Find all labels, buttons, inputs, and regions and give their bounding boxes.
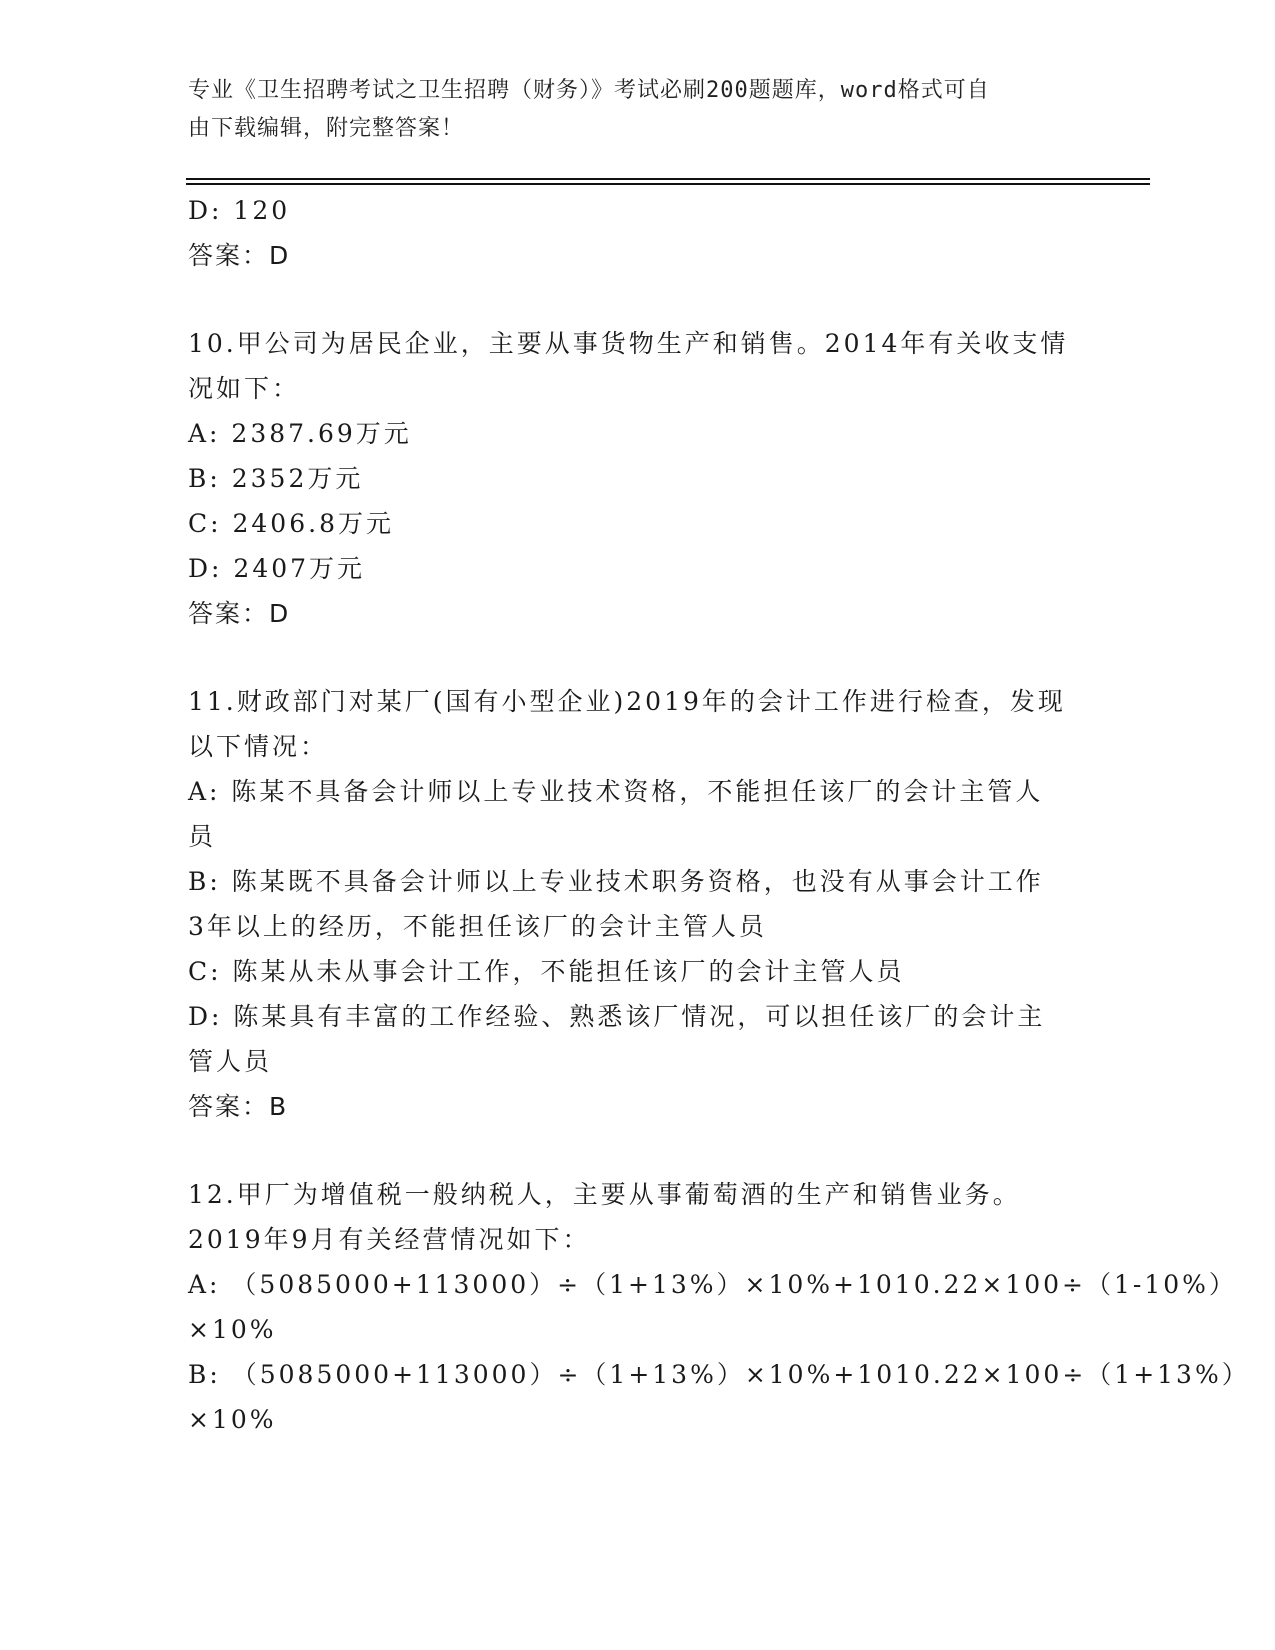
page-header xyxy=(188,72,1068,148)
question-gap xyxy=(188,1129,1088,1172)
option-a: A: 2387.69万元 xyxy=(188,419,412,448)
option-d: D: 2407万元 xyxy=(188,554,366,583)
question-list xyxy=(188,188,1250,1442)
option-c: C: 2406.8万元 xyxy=(188,509,394,538)
question-gap xyxy=(188,636,1088,679)
question-stem: 10.甲公司为居民企业，主要从事货物生产和销售。2014年有关收支情 xyxy=(188,329,1069,358)
question-stem: 11.财政部门对某厂(国有小型企业)2019年的会计工作进行检查，发现 xyxy=(188,687,1066,716)
header-line-1: 专业《卫生招聘考试之卫生招聘（财务）》考试必刷200题题库，word格式可自 xyxy=(188,78,990,103)
question-stem: 12.甲厂为增值税一般纳税人，主要从事葡萄酒的生产和销售业务。 xyxy=(188,1180,1021,1209)
option-b: B: 2352万元 xyxy=(188,464,364,493)
answer-label: 答案：D xyxy=(188,599,291,628)
option-b-continued: 3年以上的经历，不能担任该厂的会计主管人员 xyxy=(188,912,767,941)
option-d: D: 120 xyxy=(188,196,291,225)
header-line-2: 由下载编辑，附完整答案！ xyxy=(188,116,465,141)
header-divider-bottom xyxy=(186,183,1150,185)
option-b-continued: ×10% xyxy=(188,1405,277,1434)
option-a-continued: 员 xyxy=(188,822,217,851)
question-stem-continued: 况如下： xyxy=(188,374,301,403)
question-9 xyxy=(188,188,1088,278)
question-gap xyxy=(188,278,1088,321)
option-b: B: 陈某既不具备会计师以上专业技术职务资格，也没有从事会计工作 xyxy=(188,867,1044,896)
option-d: D: 陈某具有丰富的工作经验、熟悉该厂情况，可以担任该厂的会计主 xyxy=(188,1002,1046,1031)
question-stem-continued: 2019年9月有关经营情况如下： xyxy=(188,1225,591,1254)
option-a: A: （5085000+113000）÷（1+13%）×10%+1010.22×100÷（1-10%） xyxy=(188,1270,1237,1299)
option-a-continued: ×10% xyxy=(188,1315,277,1344)
option-a: A: 陈某不具备会计师以上专业技术资格，不能担任该厂的会计主管人 xyxy=(188,777,1044,806)
option-c: C: 陈某从未从事会计工作，不能担任该厂的会计主管人员 xyxy=(188,957,905,986)
answer-label: 答案：D xyxy=(188,241,291,270)
question-10 xyxy=(188,321,1088,636)
answer-label: 答案：B xyxy=(188,1092,289,1121)
option-d-continued: 管人员 xyxy=(188,1047,273,1076)
question-11 xyxy=(188,679,1088,1129)
question-12 xyxy=(188,1172,1250,1442)
option-b: B: （5085000+113000）÷（1+13%）×10%+1010.22×100÷（1+13%） xyxy=(188,1360,1250,1389)
question-stem-continued: 以下情况： xyxy=(188,732,329,761)
header-divider-top xyxy=(186,178,1150,180)
